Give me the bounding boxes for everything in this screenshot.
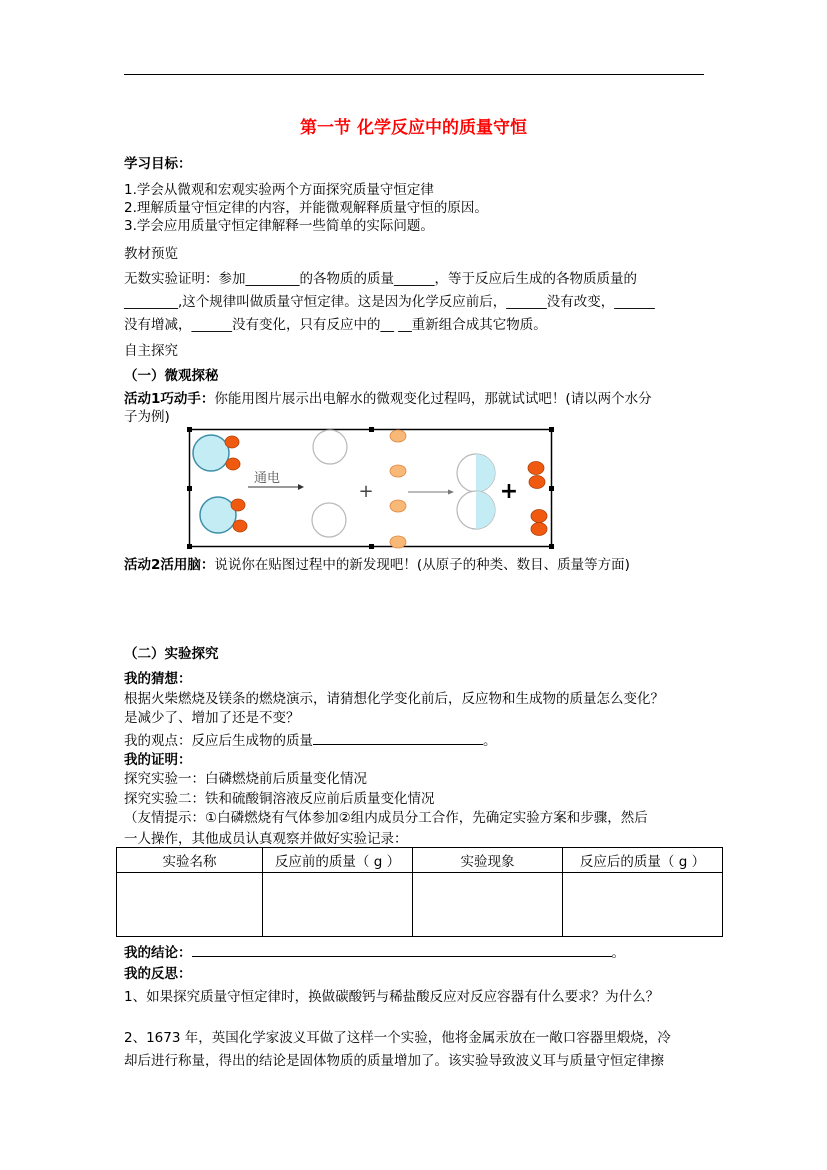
tip-text: （友情提示：①白磷燃烧有气体参加②组内成员分工合作，先确定实验方案和步骤，然后 (124, 810, 648, 826)
reflection-heading: 我的反思： (124, 966, 192, 982)
arrow-label: 通电 (254, 471, 281, 486)
resize-handle[interactable] (369, 427, 374, 432)
view-line: 我的观点：反应后生成物的质量 。 (124, 733, 497, 749)
preview-heading: 教材预览 (124, 246, 178, 262)
resize-handle[interactable] (549, 544, 554, 549)
question-2: 却后进行称量，得出的结论是固体物质的质量增加了。该实验导致波义耳与质量守恒定律擦 (124, 1053, 664, 1069)
preview-line-2: ________,这个规律叫做质量守恒定律。这是因为化学反应前后，______没有改变，______ (124, 294, 655, 310)
resize-handle[interactable] (549, 427, 554, 432)
conclusion-label: 我的结论： (124, 945, 192, 961)
table-header: 反应前的质量（ g ） (263, 848, 413, 873)
resize-handle[interactable] (187, 544, 192, 549)
fill-blank[interactable]: ______ (191, 317, 232, 333)
experiment-record-table (116, 847, 723, 937)
fill-blank[interactable]: ________ (124, 294, 178, 310)
question-1: 1、如果探究质量守恒定律时，换做碳酸钙与稀盐酸反应对反应容器有什么要求？为什么？ (124, 989, 660, 1005)
activity-2-label: 活动2活用脑： (124, 557, 215, 573)
goal-item: 2.理解质量守恒定律的内容，并能微观解释质量守恒的原因。 (124, 200, 488, 216)
activity-1-label: 活动1巧动手： (124, 391, 215, 407)
table-cell[interactable] (117, 873, 263, 937)
preview-line-1: 无数实验证明：参加________的各物质的质量______，等于反应后生成的各物质质量的 (124, 271, 637, 287)
guess-text: 根据火柴燃烧及镁条的燃烧演示，请猜想化学变化前后，反应物和生成物的质量怎么变化？ (124, 691, 664, 707)
conclusion-line: 我的结论： 。 (124, 945, 625, 961)
activity-2-line: 活动2活用脑：说说你在贴图过程中的新发现吧！(从原子的种类、数目、质量等方面) (124, 557, 630, 573)
table-header: 反应后的质量（ g ） (563, 848, 723, 873)
fill-blank[interactable]: __ __ (380, 317, 412, 333)
experiment-1: 探究实验一：白磷燃烧前后质量变化情况 (124, 771, 367, 787)
fill-blank[interactable]: ______ (506, 294, 547, 310)
activity-1-line-2: 子为例) (124, 409, 170, 425)
resize-handle[interactable] (187, 427, 192, 432)
page-title: 第一节 化学反应中的质量守恒 (300, 118, 527, 138)
resize-handle[interactable] (369, 544, 374, 549)
activity-1-line-1: 活动1巧动手：你能用图片展示出电解水的微观变化过程吗，那就试试吧！(请以两个水分 (124, 391, 652, 407)
electrolysis-diagram (186, 426, 556, 550)
goals-heading: 学习目标： (124, 156, 192, 172)
fill-blank[interactable]: ______ (394, 271, 435, 287)
answer-blank[interactable] (192, 943, 612, 957)
empty-atom-outline (312, 503, 346, 537)
resize-handle[interactable] (187, 486, 192, 491)
table-header: 实验现象 (413, 848, 563, 873)
question-2: 2、1673 年，英国化学家波义耳做了这样一个实验，他将金属汞放在一敞口容器里煅烧，冷 (124, 1030, 671, 1046)
tip-text: 一人操作，其他成员认真观察并做好实验记录： (124, 831, 408, 847)
plus-sign: + (358, 481, 374, 502)
explore-heading: 自主探究 (124, 343, 178, 359)
section-heading-1: （一）微观探秘 (124, 368, 219, 384)
guess-text: 是减少了、增加了还是不变？ (124, 710, 300, 726)
guess-heading: 我的猜想： (124, 671, 192, 687)
section-heading-2: （二）实验探究 (124, 646, 219, 662)
plus-sign: + (499, 479, 519, 504)
table-cell[interactable] (263, 873, 413, 937)
table-header: 实验名称 (117, 848, 263, 873)
experiment-2: 探究实验二：铁和硫酸铜溶液反应前后质量变化情况 (124, 791, 435, 807)
table-cell[interactable] (563, 873, 723, 937)
fill-blank[interactable]: ______ (614, 294, 655, 310)
goal-item: 1.学会从微观和宏观实验两个方面探究质量守恒定律 (124, 182, 434, 198)
goal-item: 3.学会应用质量守恒定律解释一些简单的实际问题。 (124, 218, 434, 234)
answer-blank[interactable] (313, 731, 483, 745)
empty-atom-outline (313, 430, 347, 464)
proof-heading: 我的证明： (124, 752, 192, 768)
table-row (117, 873, 723, 937)
resize-handle[interactable] (549, 486, 554, 491)
table-cell[interactable] (413, 873, 563, 937)
fill-blank[interactable]: ________ (245, 271, 300, 287)
header-rule (124, 74, 704, 75)
table-header-row (117, 848, 723, 873)
preview-line-3: 没有增减，______没有变化，只有反应中的__ __重新组合成其它物质。 (124, 317, 547, 333)
